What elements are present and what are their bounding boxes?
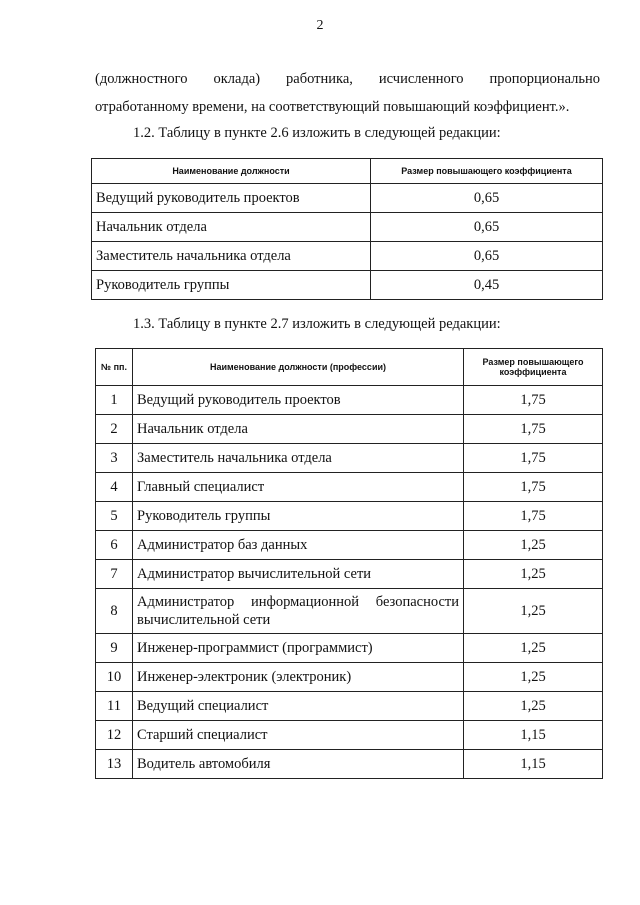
- table2-cell-number: 7: [96, 560, 133, 589]
- table2-cell-position: Старший специалист: [133, 721, 464, 750]
- table-row: [96, 386, 603, 415]
- table2-cell-number: 4: [96, 473, 133, 502]
- table2-cell-coefficient: 1,25: [464, 531, 603, 560]
- table2-cell-number: 6: [96, 531, 133, 560]
- table2-cell-coefficient: 1,25: [464, 692, 603, 721]
- table-row: [92, 242, 603, 271]
- table2-cell-position: Инженер-программист (программист): [133, 634, 464, 663]
- table-row: [92, 213, 603, 242]
- table-row: [92, 184, 603, 213]
- table2-cell-coefficient: 1,25: [464, 663, 603, 692]
- table2-cell-number: 1: [96, 386, 133, 415]
- table-row: [96, 415, 603, 444]
- table-row: [96, 634, 603, 663]
- section-1-3-heading: 1.3. Таблицу в пункте 2.7 изложить в следующей редакции:: [133, 316, 501, 332]
- table-row: [96, 663, 603, 692]
- table2-cell-coefficient: 1,75: [464, 502, 603, 531]
- table2-cell-coefficient: 1,75: [464, 386, 603, 415]
- table1-cell-coefficient: 0,65: [371, 184, 603, 213]
- table2-cell-position: Заместитель начальника отдела: [133, 444, 464, 473]
- table2-header-coefficient: Размер повышающего коэффициента: [464, 349, 603, 386]
- table2-cell-position: Водитель автомобиля: [133, 750, 464, 779]
- table2-cell-position: Администратор баз данных: [133, 531, 464, 560]
- table1-cell-position: Ведущий руководитель проектов: [92, 184, 371, 213]
- table1-cell-position: Начальник отдела: [92, 213, 371, 242]
- table-row: [96, 589, 603, 634]
- table2-cell-number: 13: [96, 750, 133, 779]
- table1-cell-coefficient: 0,65: [371, 242, 603, 271]
- table2-cell-position: Ведущий руководитель проектов: [133, 386, 464, 415]
- table2-cell-position: Ведущий специалист: [133, 692, 464, 721]
- intro-line-1: (должностного оклада) работника, исчисленного пропорционально: [95, 71, 600, 87]
- table1-header-position: Наименование должности: [92, 159, 371, 184]
- table2-header-number: № пп.: [96, 349, 133, 386]
- coefficient-table-2-7: [95, 348, 603, 779]
- table2-cell-coefficient: 1,15: [464, 721, 603, 750]
- table2-cell-number: 2: [96, 415, 133, 444]
- table1-cell-coefficient: 0,65: [371, 213, 603, 242]
- table-row: [96, 473, 603, 502]
- table-row: [96, 692, 603, 721]
- table2-cell-position: Администратор информационной безопасности вычислительной сети: [133, 589, 464, 634]
- table-row: [92, 271, 603, 300]
- table2-cell-number: 11: [96, 692, 133, 721]
- table2-cell-position: Главный специалист: [133, 473, 464, 502]
- table2-cell-position: Начальник отдела: [133, 415, 464, 444]
- table2-cell-number: 12: [96, 721, 133, 750]
- table-row: [96, 721, 603, 750]
- table2-cell-position: Администратор вычислительной сети: [133, 560, 464, 589]
- table2-cell-coefficient: 1,25: [464, 560, 603, 589]
- table1-cell-position: Руководитель группы: [92, 271, 371, 300]
- table1-header-coefficient: Размер повышающего коэффициента: [371, 159, 603, 184]
- table-row: [96, 502, 603, 531]
- table2-cell-number: 8: [96, 589, 133, 634]
- table-row: [96, 750, 603, 779]
- table2-cell-coefficient: 1,25: [464, 589, 603, 634]
- table2-cell-coefficient: 1,75: [464, 473, 603, 502]
- section-1-2-heading: 1.2. Таблицу в пункте 2.6 изложить в следующей редакции:: [133, 125, 501, 141]
- table2-cell-coefficient: 1,25: [464, 634, 603, 663]
- table1-cell-coefficient: 0,45: [371, 271, 603, 300]
- table2-cell-position: Руководитель группы: [133, 502, 464, 531]
- table2-cell-coefficient: 1,75: [464, 415, 603, 444]
- table2-header-position: Наименование должности (профессии): [133, 349, 464, 386]
- table2-cell-number: 9: [96, 634, 133, 663]
- page-number: 2: [316, 18, 324, 33]
- table2-cell-number: 5: [96, 502, 133, 531]
- table-row: [96, 444, 603, 473]
- table2-cell-number: 10: [96, 663, 133, 692]
- table1-cell-position: Заместитель начальника отдела: [92, 242, 371, 271]
- table2-cell-number: 3: [96, 444, 133, 473]
- coefficient-table-2-6: [91, 158, 603, 300]
- table2-cell-coefficient: 1,15: [464, 750, 603, 779]
- table-row: [96, 560, 603, 589]
- intro-line-2: отработанному времени, на соответствующий повышающий коэффициент.».: [95, 99, 570, 115]
- table2-cell-position: Инженер-электроник (электроник): [133, 663, 464, 692]
- table2-cell-coefficient: 1,75: [464, 444, 603, 473]
- table-row: [96, 531, 603, 560]
